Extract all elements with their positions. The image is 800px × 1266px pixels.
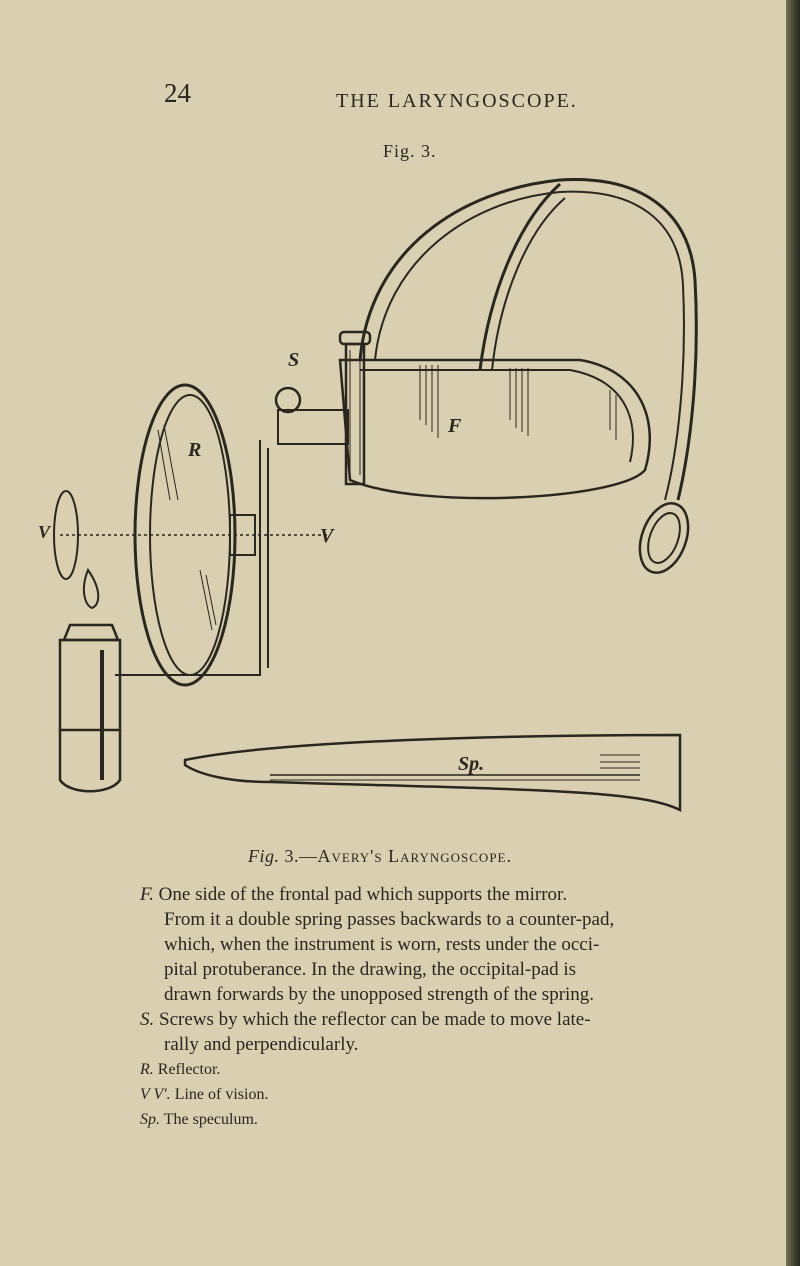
legend-text: rally and perpendicularly.	[164, 1034, 359, 1055]
laryngoscope-illustration	[40, 170, 720, 835]
label-s: S	[288, 349, 300, 371]
legend-text: The speculum.	[163, 1111, 258, 1128]
legend-item-s	[140, 1007, 700, 1057]
label-v-left: V	[38, 522, 51, 542]
running-head: THE LARYNGOSCOPE.	[336, 90, 578, 112]
legend-item-r	[140, 1057, 700, 1082]
legend-text: From it a double spring passes backwards to a counter-pad,	[164, 909, 615, 930]
label-f: F	[448, 415, 462, 437]
label-v-right: V	[320, 525, 334, 547]
book-spine-edge	[786, 0, 800, 1266]
legend-text: which, when the instrument is worn, rests under the occi-	[164, 934, 600, 955]
caption-fig-word: Fig.	[248, 846, 280, 866]
legend-text: Line of vision.	[174, 1086, 269, 1103]
legend-item-sp	[140, 1107, 700, 1132]
legend-key: R.	[140, 1061, 154, 1078]
legend-text: drawn forwards by the unopposed strength of the spring.	[164, 984, 595, 1005]
label-sp: Sp.	[458, 753, 485, 775]
caption-number: 3.—	[284, 846, 318, 866]
legend-key: V V'.	[140, 1086, 171, 1103]
figure-caption	[0, 846, 760, 867]
page-number: 24	[164, 78, 191, 108]
caption-title: Avery's Laryngoscope.	[317, 846, 512, 866]
legend-key: Sp.	[140, 1111, 160, 1128]
figure-label: Fig. 3.	[383, 141, 437, 161]
legend-key: S.	[140, 1009, 155, 1030]
legend-text: pital protuberance. In the drawing, the occipital-pad is	[164, 959, 577, 980]
legend-item-f	[140, 882, 700, 1007]
figure-legend	[140, 882, 700, 1132]
legend-text: Screws by which the reflector can be made to move late-	[159, 1009, 591, 1030]
legend-key: F.	[140, 884, 154, 905]
legend-text: One side of the frontal pad which supports the mirror.	[158, 884, 568, 905]
legend-text: Reflector.	[157, 1061, 221, 1078]
legend-item-vv	[140, 1082, 700, 1107]
label-r: R	[188, 439, 202, 461]
